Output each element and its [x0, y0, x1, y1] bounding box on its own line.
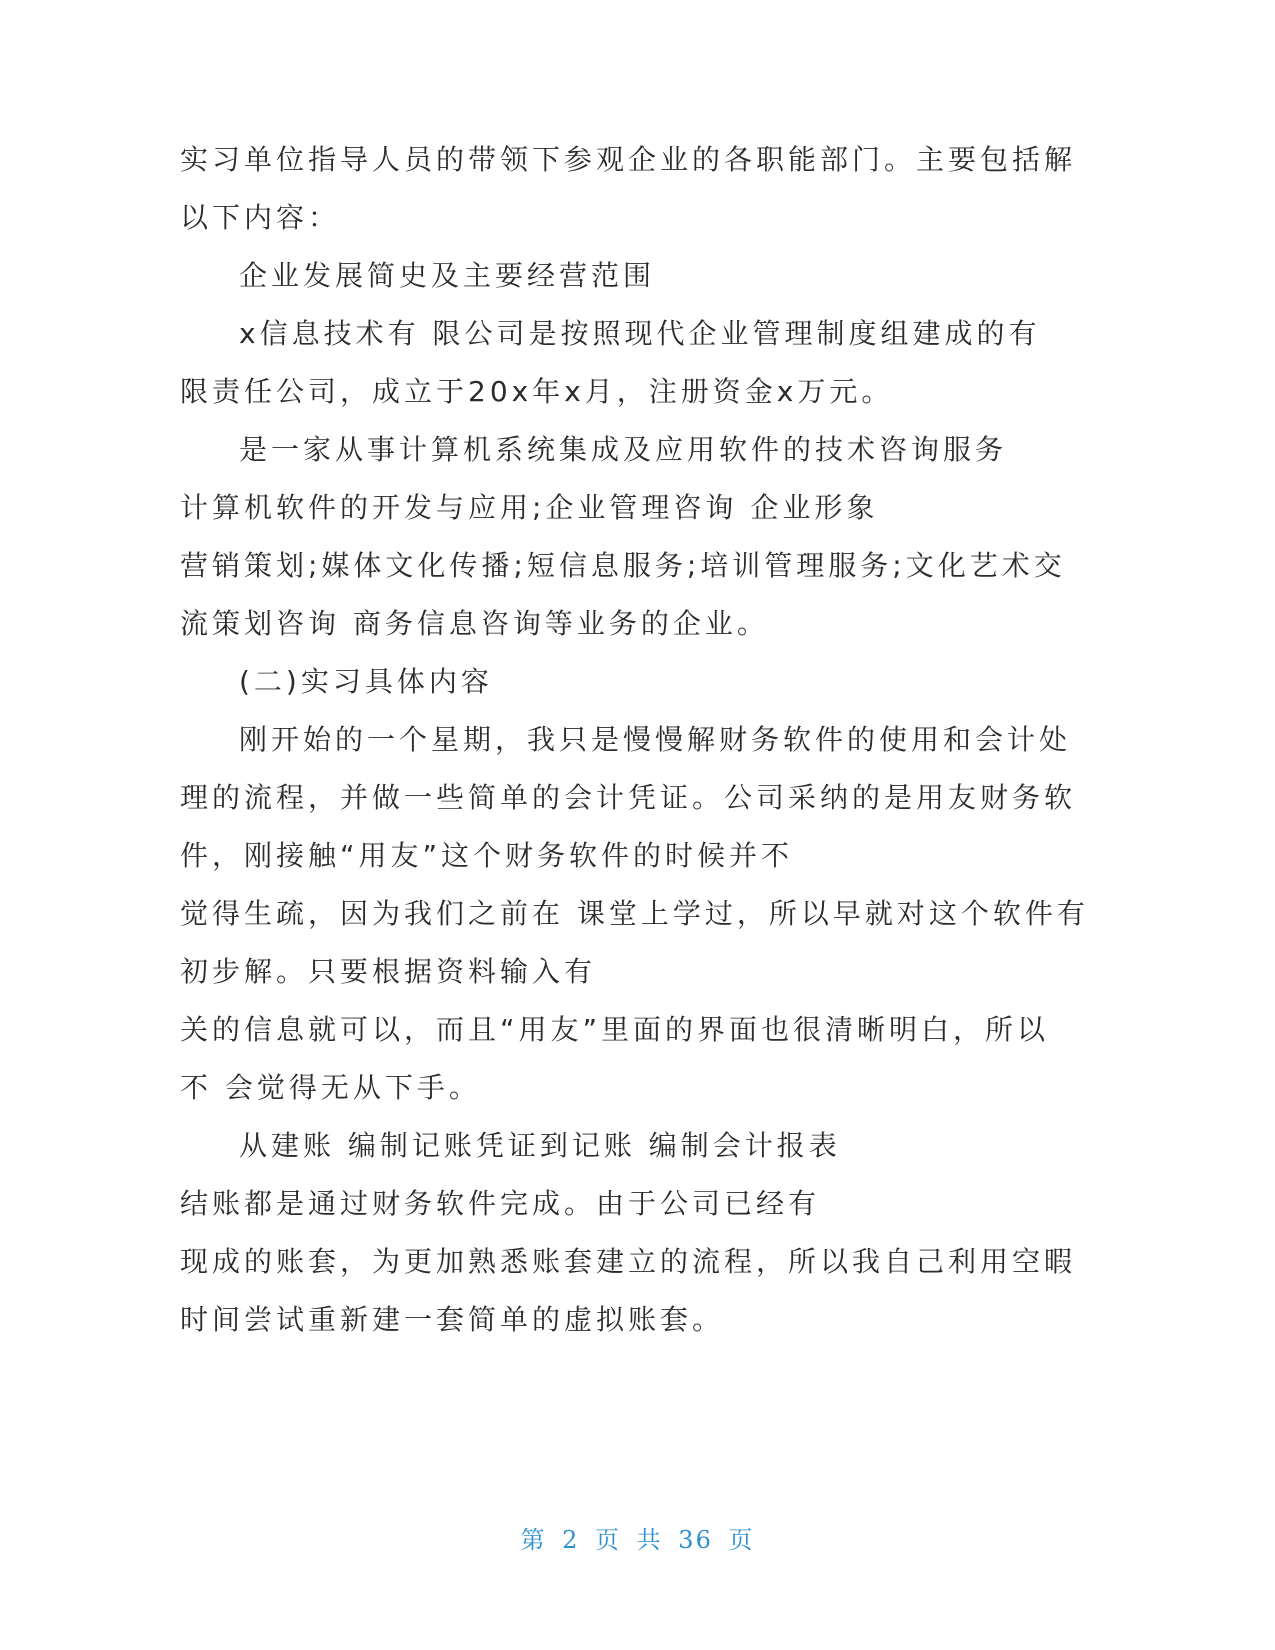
text-line: 以下内容：	[180, 201, 341, 234]
text-line: 初步解。只要根据资料输入有	[180, 955, 597, 988]
text-line: 不 会觉得无从下手。	[180, 1071, 481, 1104]
text-line: 结账都是通过财务软件完成。由于公司已经有	[180, 1187, 821, 1220]
text-line: 计算机软件的开发与应用;企业管理咨询 企业形象	[180, 491, 879, 524]
page-number-footer: 第 2 页 共 36 页	[520, 1526, 755, 1554]
text-line: 现成的账套，为更加熟悉账套建立的流程，所以我自己利用空暇	[180, 1245, 1077, 1278]
text-line: 流策划咨询 商务信息咨询等业务的企业。	[180, 607, 769, 640]
text-line: x信息技术有 限公司是按照现代企业管理制度组建成的有	[239, 317, 1041, 350]
text-line: 关的信息就可以，而且“用友”里面的界面也很清晰明白，所以	[180, 1013, 1050, 1046]
text-line: 从建账 编制记账凭证到记账 编制会计报表	[239, 1129, 841, 1162]
text-line: 限责任公司，成立于20x年x月，注册资金x万元。	[180, 375, 894, 408]
section-heading: (二)实习具体内容	[239, 665, 493, 698]
text-line: 刚开始的一个星期，我只是慢慢解财务软件的使用和会计处	[239, 723, 1072, 756]
text-line: 实习单位指导人员的带领下参观企业的各职能部门。主要包括解	[180, 143, 1077, 176]
section-heading: 企业发展简史及主要经营范围	[239, 259, 656, 292]
text-line: 件，刚接触“用友”这个财务软件的时候并不	[180, 839, 794, 872]
text-line: 时间尝试重新建一套简单的虚拟账套。	[180, 1303, 725, 1336]
text-line: 理的流程，并做一些简单的会计凭证。公司采纳的是用友财务软	[180, 781, 1077, 814]
text-line: 觉得生疏，因为我们之前在 课堂上学过，所以早就对这个软件有	[180, 897, 1089, 930]
text-line: 是一家从事计算机系统集成及应用软件的技术咨询服务	[239, 433, 1008, 466]
text-line: 营销策划;媒体文化传播;短信息服务;培训管理服务;文化艺术交	[180, 549, 1066, 582]
